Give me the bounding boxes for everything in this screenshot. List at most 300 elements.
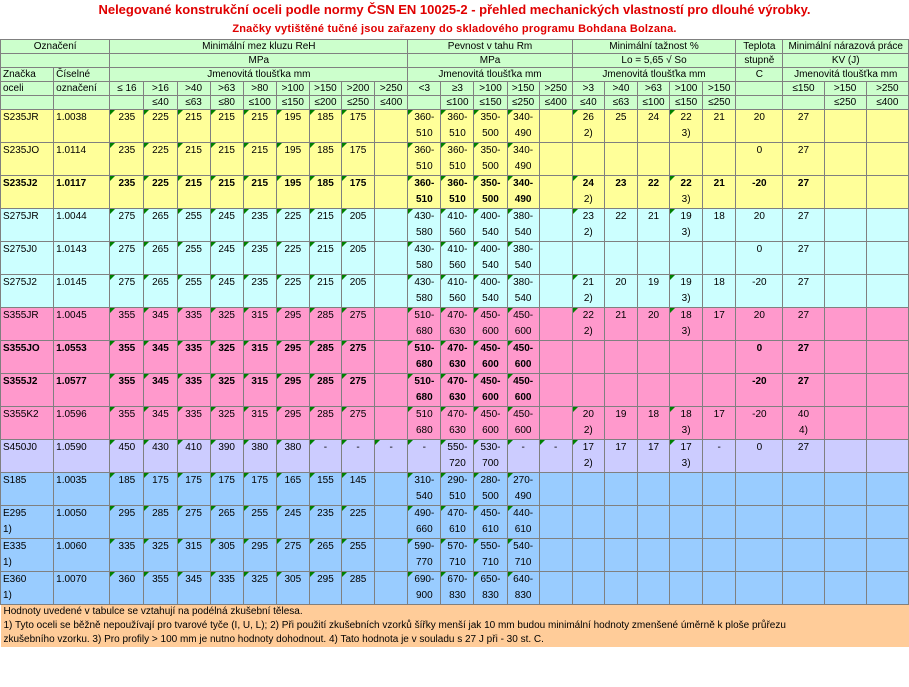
value-cell: 18 [703, 209, 736, 226]
grade-cell: S235JO [1, 143, 54, 160]
value-cell [341, 489, 374, 506]
value-cell [177, 126, 210, 143]
value-cell [637, 291, 669, 308]
value-cell [110, 357, 144, 374]
value-cell [572, 539, 604, 556]
table-row [1, 192, 909, 209]
header-reh-col: ≤400 [375, 96, 408, 110]
value-cell [572, 522, 604, 539]
value-cell: 275 [276, 539, 309, 556]
value-cell: 600 [474, 324, 507, 341]
value-cell: 20 [637, 308, 669, 325]
value-cell: 17 [703, 308, 736, 325]
value-cell: 225 [144, 110, 177, 127]
value-cell [375, 176, 408, 193]
table-row [1, 539, 909, 556]
value-cell [866, 555, 908, 572]
value-cell [670, 357, 703, 374]
number-cell: 1.0114 [54, 143, 110, 160]
value-cell: 275 [110, 209, 144, 226]
value-cell [866, 374, 908, 391]
value-cell: 530- [474, 440, 507, 457]
value-cell [144, 423, 177, 440]
value-cell [276, 555, 309, 572]
value-cell [703, 423, 736, 440]
value-cell [375, 126, 408, 143]
number-cell [54, 390, 110, 407]
value-cell: 710 [507, 555, 539, 572]
value-cell [110, 456, 144, 473]
value-cell [783, 473, 824, 490]
value-cell [572, 572, 604, 589]
header-rm-col: >100 [474, 82, 507, 96]
value-cell [243, 192, 276, 209]
value-cell [375, 225, 408, 242]
value-cell: 335 [177, 374, 210, 391]
value-cell [670, 159, 703, 176]
value-cell: 295 [110, 506, 144, 523]
table-row [1, 588, 909, 605]
value-cell [309, 225, 341, 242]
value-cell: 2) [572, 456, 604, 473]
value-cell [341, 225, 374, 242]
value-cell: 325 [210, 308, 243, 325]
value-cell [177, 291, 210, 308]
value-cell [783, 126, 824, 143]
value-cell: 245 [210, 275, 243, 292]
value-cell: 255 [177, 209, 210, 226]
table-row [1, 143, 909, 160]
value-cell [866, 324, 908, 341]
value-cell [507, 456, 539, 473]
number-cell: 1.0060 [54, 539, 110, 556]
value-cell: 17 [572, 440, 604, 457]
value-cell: 235 [110, 176, 144, 193]
value-cell [604, 555, 637, 572]
value-cell: 285 [309, 308, 341, 325]
value-cell: 17 [703, 407, 736, 424]
value-cell [736, 572, 783, 589]
value-cell: 235 [309, 506, 341, 523]
value-cell [670, 473, 703, 490]
value-cell: 700 [474, 456, 507, 473]
value-cell [703, 539, 736, 556]
value-cell [604, 291, 637, 308]
table-row [1, 390, 909, 407]
value-cell: 21 [572, 275, 604, 292]
header-subcolumns-1 [1, 82, 909, 96]
value-cell: 185 [110, 473, 144, 490]
value-cell: 275 [177, 506, 210, 523]
value-cell [824, 324, 866, 341]
value-cell: 24 [572, 176, 604, 193]
value-cell [670, 506, 703, 523]
value-cell [604, 374, 637, 391]
value-cell [375, 588, 408, 605]
value-cell [824, 473, 866, 490]
value-cell: 450 [110, 440, 144, 457]
value-cell [375, 291, 408, 308]
value-cell: 720 [441, 456, 474, 473]
header-a-formula: Lo = 5,65 √ So [572, 54, 736, 68]
value-cell [736, 423, 783, 440]
value-cell [572, 143, 604, 160]
value-cell [637, 539, 669, 556]
value-cell [276, 423, 309, 440]
value-cell: 235 [243, 275, 276, 292]
value-cell [210, 423, 243, 440]
value-cell: 315 [177, 539, 210, 556]
value-cell [309, 555, 341, 572]
value-cell: 440- [507, 506, 539, 523]
value-cell [110, 258, 144, 275]
value-cell [670, 374, 703, 391]
value-cell [703, 357, 736, 374]
value-cell: 3) [670, 456, 703, 473]
value-cell [604, 423, 637, 440]
value-cell: 325 [243, 572, 276, 589]
number-cell: 1.0577 [54, 374, 110, 391]
value-cell [604, 390, 637, 407]
value-cell [604, 539, 637, 556]
value-cell: - [507, 440, 539, 457]
value-cell [276, 324, 309, 341]
value-cell: 325 [210, 374, 243, 391]
value-cell [866, 275, 908, 292]
value-cell [539, 522, 572, 539]
value-cell: 600 [507, 423, 539, 440]
header-c: C [736, 68, 783, 82]
value-cell: 290- [441, 473, 474, 490]
value-cell [539, 588, 572, 605]
value-cell: 305 [210, 539, 243, 556]
value-cell: 340- [507, 110, 539, 127]
number-cell: 1.0553 [54, 341, 110, 358]
header-reh-col: ≤40 [144, 96, 177, 110]
value-cell [341, 291, 374, 308]
value-cell [670, 143, 703, 160]
value-cell: 340- [507, 143, 539, 160]
value-cell [736, 159, 783, 176]
number-cell: 1.0044 [54, 209, 110, 226]
value-cell [110, 588, 144, 605]
value-cell [604, 341, 637, 358]
value-cell: 600 [474, 423, 507, 440]
value-cell [604, 522, 637, 539]
value-cell [210, 489, 243, 506]
value-cell: 205 [341, 242, 374, 259]
value-cell: 400- [474, 242, 507, 259]
table-row [1, 308, 909, 325]
header-blank [736, 82, 783, 96]
value-cell [572, 473, 604, 490]
value-cell: -20 [736, 407, 783, 424]
value-cell: 18 [670, 308, 703, 325]
value-cell: 225 [276, 275, 309, 292]
value-cell [309, 291, 341, 308]
value-cell: 3) [670, 423, 703, 440]
value-cell [824, 357, 866, 374]
value-cell [637, 374, 669, 391]
value-cell: 325 [210, 341, 243, 358]
value-cell: 215 [210, 176, 243, 193]
value-cell [539, 324, 572, 341]
header-row-2 [1, 54, 909, 68]
value-cell: 21 [637, 209, 669, 226]
value-cell [703, 192, 736, 209]
header-a-col: ≤250 [703, 96, 736, 110]
value-cell [866, 110, 908, 127]
value-cell: 355 [110, 308, 144, 325]
value-cell [736, 390, 783, 407]
value-cell [783, 572, 824, 589]
value-cell: 560 [441, 225, 474, 242]
value-cell: 450- [507, 308, 539, 325]
value-cell: 600 [474, 357, 507, 374]
value-cell [736, 126, 783, 143]
header-blank [736, 96, 783, 110]
value-cell: 22 [604, 209, 637, 226]
value-cell: 360 [110, 572, 144, 589]
value-cell: 295 [276, 308, 309, 325]
value-cell [637, 242, 669, 259]
value-cell [637, 588, 669, 605]
value-cell: 710 [441, 555, 474, 572]
value-cell [210, 522, 243, 539]
value-cell: 175 [243, 473, 276, 490]
value-cell [210, 291, 243, 308]
value-cell: 27 [783, 209, 824, 226]
value-cell: 215 [177, 143, 210, 160]
value-cell [539, 473, 572, 490]
value-cell [408, 456, 441, 473]
value-cell: 315 [243, 407, 276, 424]
value-cell: 325 [144, 539, 177, 556]
value-cell: 410- [441, 209, 474, 226]
value-cell [824, 588, 866, 605]
value-cell: 510 [441, 126, 474, 143]
value-cell [637, 456, 669, 473]
grade-cell [1, 357, 54, 374]
header-znacka-2: oceli [1, 82, 54, 96]
header-oznaceni: Označení [1, 40, 110, 54]
value-cell [783, 489, 824, 506]
value-cell [866, 308, 908, 325]
value-cell: 360- [441, 110, 474, 127]
value-cell [375, 143, 408, 160]
value-cell [309, 522, 341, 539]
number-cell [54, 588, 110, 605]
value-cell: 450- [474, 374, 507, 391]
value-cell [824, 539, 866, 556]
value-cell: 335 [177, 341, 210, 358]
value-cell [375, 192, 408, 209]
value-cell [866, 423, 908, 440]
value-cell: 27 [783, 176, 824, 193]
value-cell: 510 [441, 192, 474, 209]
value-cell [866, 225, 908, 242]
value-cell: 680 [408, 390, 441, 407]
value-cell: 345 [144, 341, 177, 358]
value-cell [703, 572, 736, 589]
value-cell: 570- [441, 539, 474, 556]
value-cell [210, 555, 243, 572]
value-cell: 490 [507, 489, 539, 506]
number-cell: 1.0143 [54, 242, 110, 259]
value-cell: 285 [144, 506, 177, 523]
value-cell [309, 588, 341, 605]
value-cell [703, 143, 736, 160]
value-cell [783, 291, 824, 308]
header-blank [54, 96, 110, 110]
table-row [1, 341, 909, 358]
value-cell [375, 110, 408, 127]
value-cell: 660 [408, 522, 441, 539]
value-cell: 550- [441, 440, 474, 457]
value-cell [539, 126, 572, 143]
value-cell [670, 588, 703, 605]
value-cell: 235 [243, 209, 276, 226]
value-cell: 380- [507, 275, 539, 292]
header-a-col: >100 [670, 82, 703, 96]
value-cell: 640- [507, 572, 539, 589]
value-cell: 540 [474, 225, 507, 242]
value-cell: 22 [572, 308, 604, 325]
value-cell [309, 126, 341, 143]
value-cell [309, 357, 341, 374]
value-cell: 630 [441, 324, 474, 341]
value-cell: 590- [408, 539, 441, 556]
value-cell: 27 [783, 374, 824, 391]
value-cell [866, 192, 908, 209]
value-cell [341, 159, 374, 176]
value-cell [670, 522, 703, 539]
value-cell [539, 489, 572, 506]
value-cell [110, 522, 144, 539]
value-cell [783, 506, 824, 523]
value-cell [375, 473, 408, 490]
value-cell: 285 [341, 572, 374, 589]
header-rm-thickness: Jmenovitá tloušťka mm [408, 68, 573, 82]
value-cell: 20 [736, 209, 783, 226]
number-cell [54, 522, 110, 539]
value-cell: 345 [144, 407, 177, 424]
value-cell [341, 456, 374, 473]
header-stupne: stupně [736, 54, 783, 68]
header-a-title: Minimální tažnost % [572, 40, 736, 54]
value-cell: 175 [177, 473, 210, 490]
value-cell: 540- [507, 539, 539, 556]
value-cell [110, 555, 144, 572]
value-cell [783, 522, 824, 539]
table-row [1, 374, 909, 391]
value-cell: 340- [507, 176, 539, 193]
value-cell [604, 242, 637, 259]
value-cell [866, 242, 908, 259]
value-cell: 510 [408, 407, 441, 424]
value-cell: 155 [309, 473, 341, 490]
value-cell [539, 341, 572, 358]
value-cell [824, 110, 866, 127]
value-cell: 610 [474, 522, 507, 539]
grade-cell: S275JR [1, 209, 54, 226]
header-rm-col: <3 [408, 82, 441, 96]
value-cell [539, 308, 572, 325]
value-cell [604, 324, 637, 341]
grade-cell [1, 489, 54, 506]
value-cell: 350- [474, 110, 507, 127]
value-cell [866, 539, 908, 556]
value-cell [736, 291, 783, 308]
value-cell: 830 [441, 588, 474, 605]
value-cell [243, 225, 276, 242]
value-cell [736, 539, 783, 556]
value-cell: 245 [210, 209, 243, 226]
value-cell: 26 [572, 110, 604, 127]
value-cell: 20 [736, 308, 783, 325]
number-cell: 1.0145 [54, 275, 110, 292]
value-cell: 20 [736, 110, 783, 127]
value-cell: 17 [637, 440, 669, 457]
value-cell: 360- [408, 110, 441, 127]
value-cell [637, 341, 669, 358]
value-cell: 18 [637, 407, 669, 424]
value-cell [783, 555, 824, 572]
value-cell: 360- [441, 176, 474, 193]
value-cell [243, 357, 276, 374]
note-text: Hodnoty uvedené v tabulce se vztahují na podélná zkušební tělesa. [1, 605, 909, 620]
table-row [1, 242, 909, 259]
value-cell: 345 [144, 374, 177, 391]
value-cell [736, 456, 783, 473]
value-cell: 215 [243, 110, 276, 127]
value-cell [177, 588, 210, 605]
value-cell: 295 [276, 374, 309, 391]
value-cell: 315 [243, 341, 276, 358]
value-cell: 235 [243, 242, 276, 259]
grade-cell: S235J2 [1, 176, 54, 193]
value-cell: -20 [736, 176, 783, 193]
value-cell [604, 126, 637, 143]
value-cell: 510 [408, 126, 441, 143]
header-rm-col: >150 [507, 82, 539, 96]
value-cell: 490- [408, 506, 441, 523]
header-reh-thickness: Jmenovitá tloušťka mm [110, 68, 408, 82]
value-cell: 600 [474, 390, 507, 407]
value-cell: 195 [276, 110, 309, 127]
value-cell [572, 242, 604, 259]
value-cell: 380 [243, 440, 276, 457]
value-cell: 3) [670, 225, 703, 242]
table-row [1, 489, 909, 506]
number-cell: 1.0035 [54, 473, 110, 490]
value-cell [110, 126, 144, 143]
value-cell: 255 [243, 506, 276, 523]
value-cell [243, 489, 276, 506]
value-cell [824, 258, 866, 275]
value-cell [637, 555, 669, 572]
value-cell [375, 390, 408, 407]
table-row [1, 407, 909, 424]
value-cell: 185 [309, 143, 341, 160]
value-cell [703, 291, 736, 308]
number-cell [54, 126, 110, 143]
value-cell: 2) [572, 225, 604, 242]
value-cell: 510- [408, 341, 441, 358]
value-cell [110, 390, 144, 407]
value-cell [670, 341, 703, 358]
number-cell [54, 225, 110, 242]
